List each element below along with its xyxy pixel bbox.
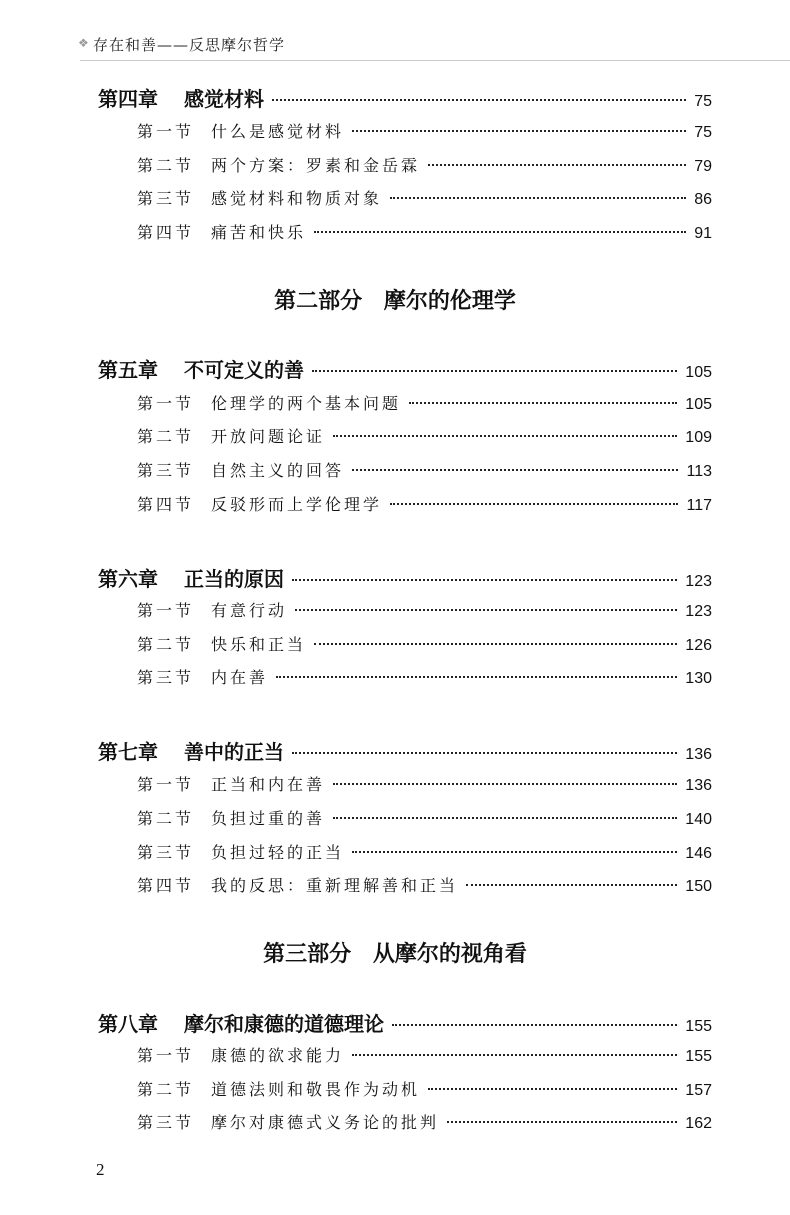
section-title: 自然主义的回答 (211, 461, 345, 480)
section-title: 有意行动 (211, 601, 288, 620)
toc-section-7-4[interactable] (137, 873, 712, 896)
toc-section-5-1[interactable] (137, 391, 712, 414)
dot-leader (352, 851, 677, 853)
part-heading-2 (0, 284, 790, 315)
page-number: 157 (685, 1082, 712, 1099)
dot-leader (352, 130, 686, 132)
section-label: 第二节 (137, 156, 195, 175)
part-title: 从摩尔的视角看 (372, 941, 527, 967)
dot-leader (276, 676, 677, 678)
section-label: 第一节 (137, 122, 195, 141)
dot-leader (333, 435, 677, 437)
toc-section-5-2[interactable] (137, 424, 712, 447)
page-number: 140 (685, 811, 712, 828)
page-number: 123 (685, 603, 712, 620)
section-title: 负担过轻的正当 (211, 843, 345, 862)
page-number: 155 (685, 1018, 712, 1035)
part-label: 第三部分 (263, 941, 352, 967)
section-title: 快乐和正当 (211, 635, 307, 654)
toc-section-5-4[interactable] (137, 492, 712, 515)
section-label: 第二节 (137, 635, 195, 654)
running-head-text: 存在和善——反思摩尔哲学 (93, 36, 286, 54)
dot-leader (428, 164, 686, 166)
dot-leader (272, 99, 686, 101)
toc-chapter-4[interactable] (98, 83, 712, 112)
dot-leader (292, 579, 677, 581)
dot-leader (392, 1024, 677, 1026)
chapter-label: 第六章 (98, 567, 158, 591)
chapter-title: 感觉材料 (184, 87, 264, 111)
toc-chapter-8[interactable] (98, 1008, 712, 1037)
page-number: 117 (686, 497, 712, 514)
section-label: 第一节 (137, 1046, 195, 1065)
section-title: 我的反思：重新理解善和正当 (211, 876, 459, 895)
section-title: 伦理学的两个基本问题 (211, 394, 402, 413)
page-number: 75 (694, 93, 712, 110)
section-title: 正当和内在善 (211, 775, 326, 794)
page-number: 105 (685, 364, 712, 381)
section-label: 第二节 (137, 809, 195, 828)
page-number: 150 (685, 878, 712, 895)
section-label: 第四节 (137, 876, 195, 895)
toc-section-7-3[interactable] (137, 840, 712, 863)
section-title: 什么是感觉材料 (211, 122, 345, 141)
page-number: 155 (685, 1048, 712, 1065)
dot-leader (292, 752, 677, 754)
section-label: 第三节 (137, 668, 195, 687)
ornament-icon: ❖ (78, 36, 90, 50)
chapter-title: 善中的正当 (184, 740, 284, 764)
chapter-title: 不可定义的善 (184, 358, 304, 382)
section-label: 第二节 (137, 427, 195, 446)
page-number: 91 (694, 225, 712, 242)
section-title: 负担过重的善 (211, 809, 326, 828)
dot-leader (333, 817, 677, 819)
page-number: 136 (685, 746, 712, 763)
section-label: 第二节 (137, 1080, 195, 1099)
section-title: 反驳形而上学伦理学 (211, 495, 383, 514)
dot-leader (428, 1088, 677, 1090)
dot-leader (390, 503, 678, 505)
toc-chapter-7[interactable] (98, 736, 712, 765)
section-label: 第四节 (137, 223, 195, 242)
toc-section-4-2[interactable] (137, 153, 712, 176)
toc-section-8-1[interactable] (137, 1043, 712, 1066)
section-title: 摩尔对康德式义务论的批判 (211, 1113, 440, 1132)
dot-leader (314, 231, 686, 233)
toc-section-5-3[interactable] (137, 458, 712, 481)
section-label: 第一节 (137, 601, 195, 620)
page-number: 136 (685, 777, 712, 794)
dot-leader (409, 402, 677, 404)
page-number: 123 (685, 573, 712, 590)
chapter-label: 第四章 (98, 87, 158, 111)
page-number: 79 (694, 158, 712, 175)
section-title: 道德法则和敬畏作为动机 (211, 1080, 421, 1099)
page-number: 75 (694, 124, 712, 141)
toc-section-4-1[interactable] (137, 119, 712, 142)
running-head (78, 34, 286, 55)
section-label: 第四节 (137, 495, 195, 514)
section-label: 第三节 (137, 189, 195, 208)
dot-leader (352, 1054, 677, 1056)
toc-section-7-2[interactable] (137, 806, 712, 829)
toc-section-6-1[interactable] (137, 598, 712, 621)
part-heading-3 (0, 937, 790, 968)
page-number: 109 (685, 429, 712, 446)
dot-leader (447, 1121, 677, 1123)
section-title: 痛苦和快乐 (211, 223, 307, 242)
chapter-title: 正当的原因 (184, 567, 284, 591)
section-title: 两个方案：罗素和金岳霖 (211, 156, 421, 175)
dot-leader (295, 609, 677, 611)
toc-section-4-4[interactable] (137, 220, 712, 243)
section-label: 第一节 (137, 775, 195, 794)
chapter-label: 第八章 (98, 1012, 158, 1036)
page-number: 86 (694, 191, 712, 208)
toc-section-4-3[interactable] (137, 186, 712, 209)
section-title: 内在善 (211, 668, 269, 687)
toc-section-6-2[interactable] (137, 632, 712, 655)
section-label: 第一节 (137, 394, 195, 413)
page-number: 130 (685, 670, 712, 687)
section-label: 第三节 (137, 461, 195, 480)
toc-section-8-3[interactable] (137, 1110, 712, 1133)
section-title: 康德的欲求能力 (211, 1046, 345, 1065)
chapter-label: 第五章 (98, 358, 158, 382)
page-number: 126 (685, 637, 712, 654)
page-number: 162 (685, 1115, 712, 1132)
header-rule (80, 60, 790, 61)
dot-leader (314, 643, 677, 645)
part-title: 摩尔的伦理学 (383, 288, 516, 314)
dot-leader (312, 370, 677, 372)
page-number: 146 (685, 845, 712, 862)
dot-leader (466, 884, 677, 886)
part-label: 第二部分 (274, 288, 363, 314)
section-title: 开放问题论证 (211, 427, 326, 446)
chapter-label: 第七章 (98, 740, 158, 764)
section-title: 感觉材料和物质对象 (211, 189, 383, 208)
dot-leader (390, 197, 686, 199)
toc-chapter-5[interactable] (98, 354, 712, 383)
section-label: 第三节 (137, 1113, 195, 1132)
page-number: 113 (686, 463, 712, 480)
toc-section-7-1[interactable] (137, 772, 712, 795)
dot-leader (352, 469, 678, 471)
page-number: 105 (685, 396, 712, 413)
toc-chapter-6[interactable] (98, 563, 712, 592)
toc-section-8-2[interactable] (137, 1077, 712, 1100)
toc-section-6-3[interactable] (137, 665, 712, 688)
chapter-title: 摩尔和康德的道德理论 (184, 1012, 384, 1036)
dot-leader (333, 783, 677, 785)
folio-page-number: 2 (96, 1160, 105, 1179)
section-label: 第三节 (137, 843, 195, 862)
